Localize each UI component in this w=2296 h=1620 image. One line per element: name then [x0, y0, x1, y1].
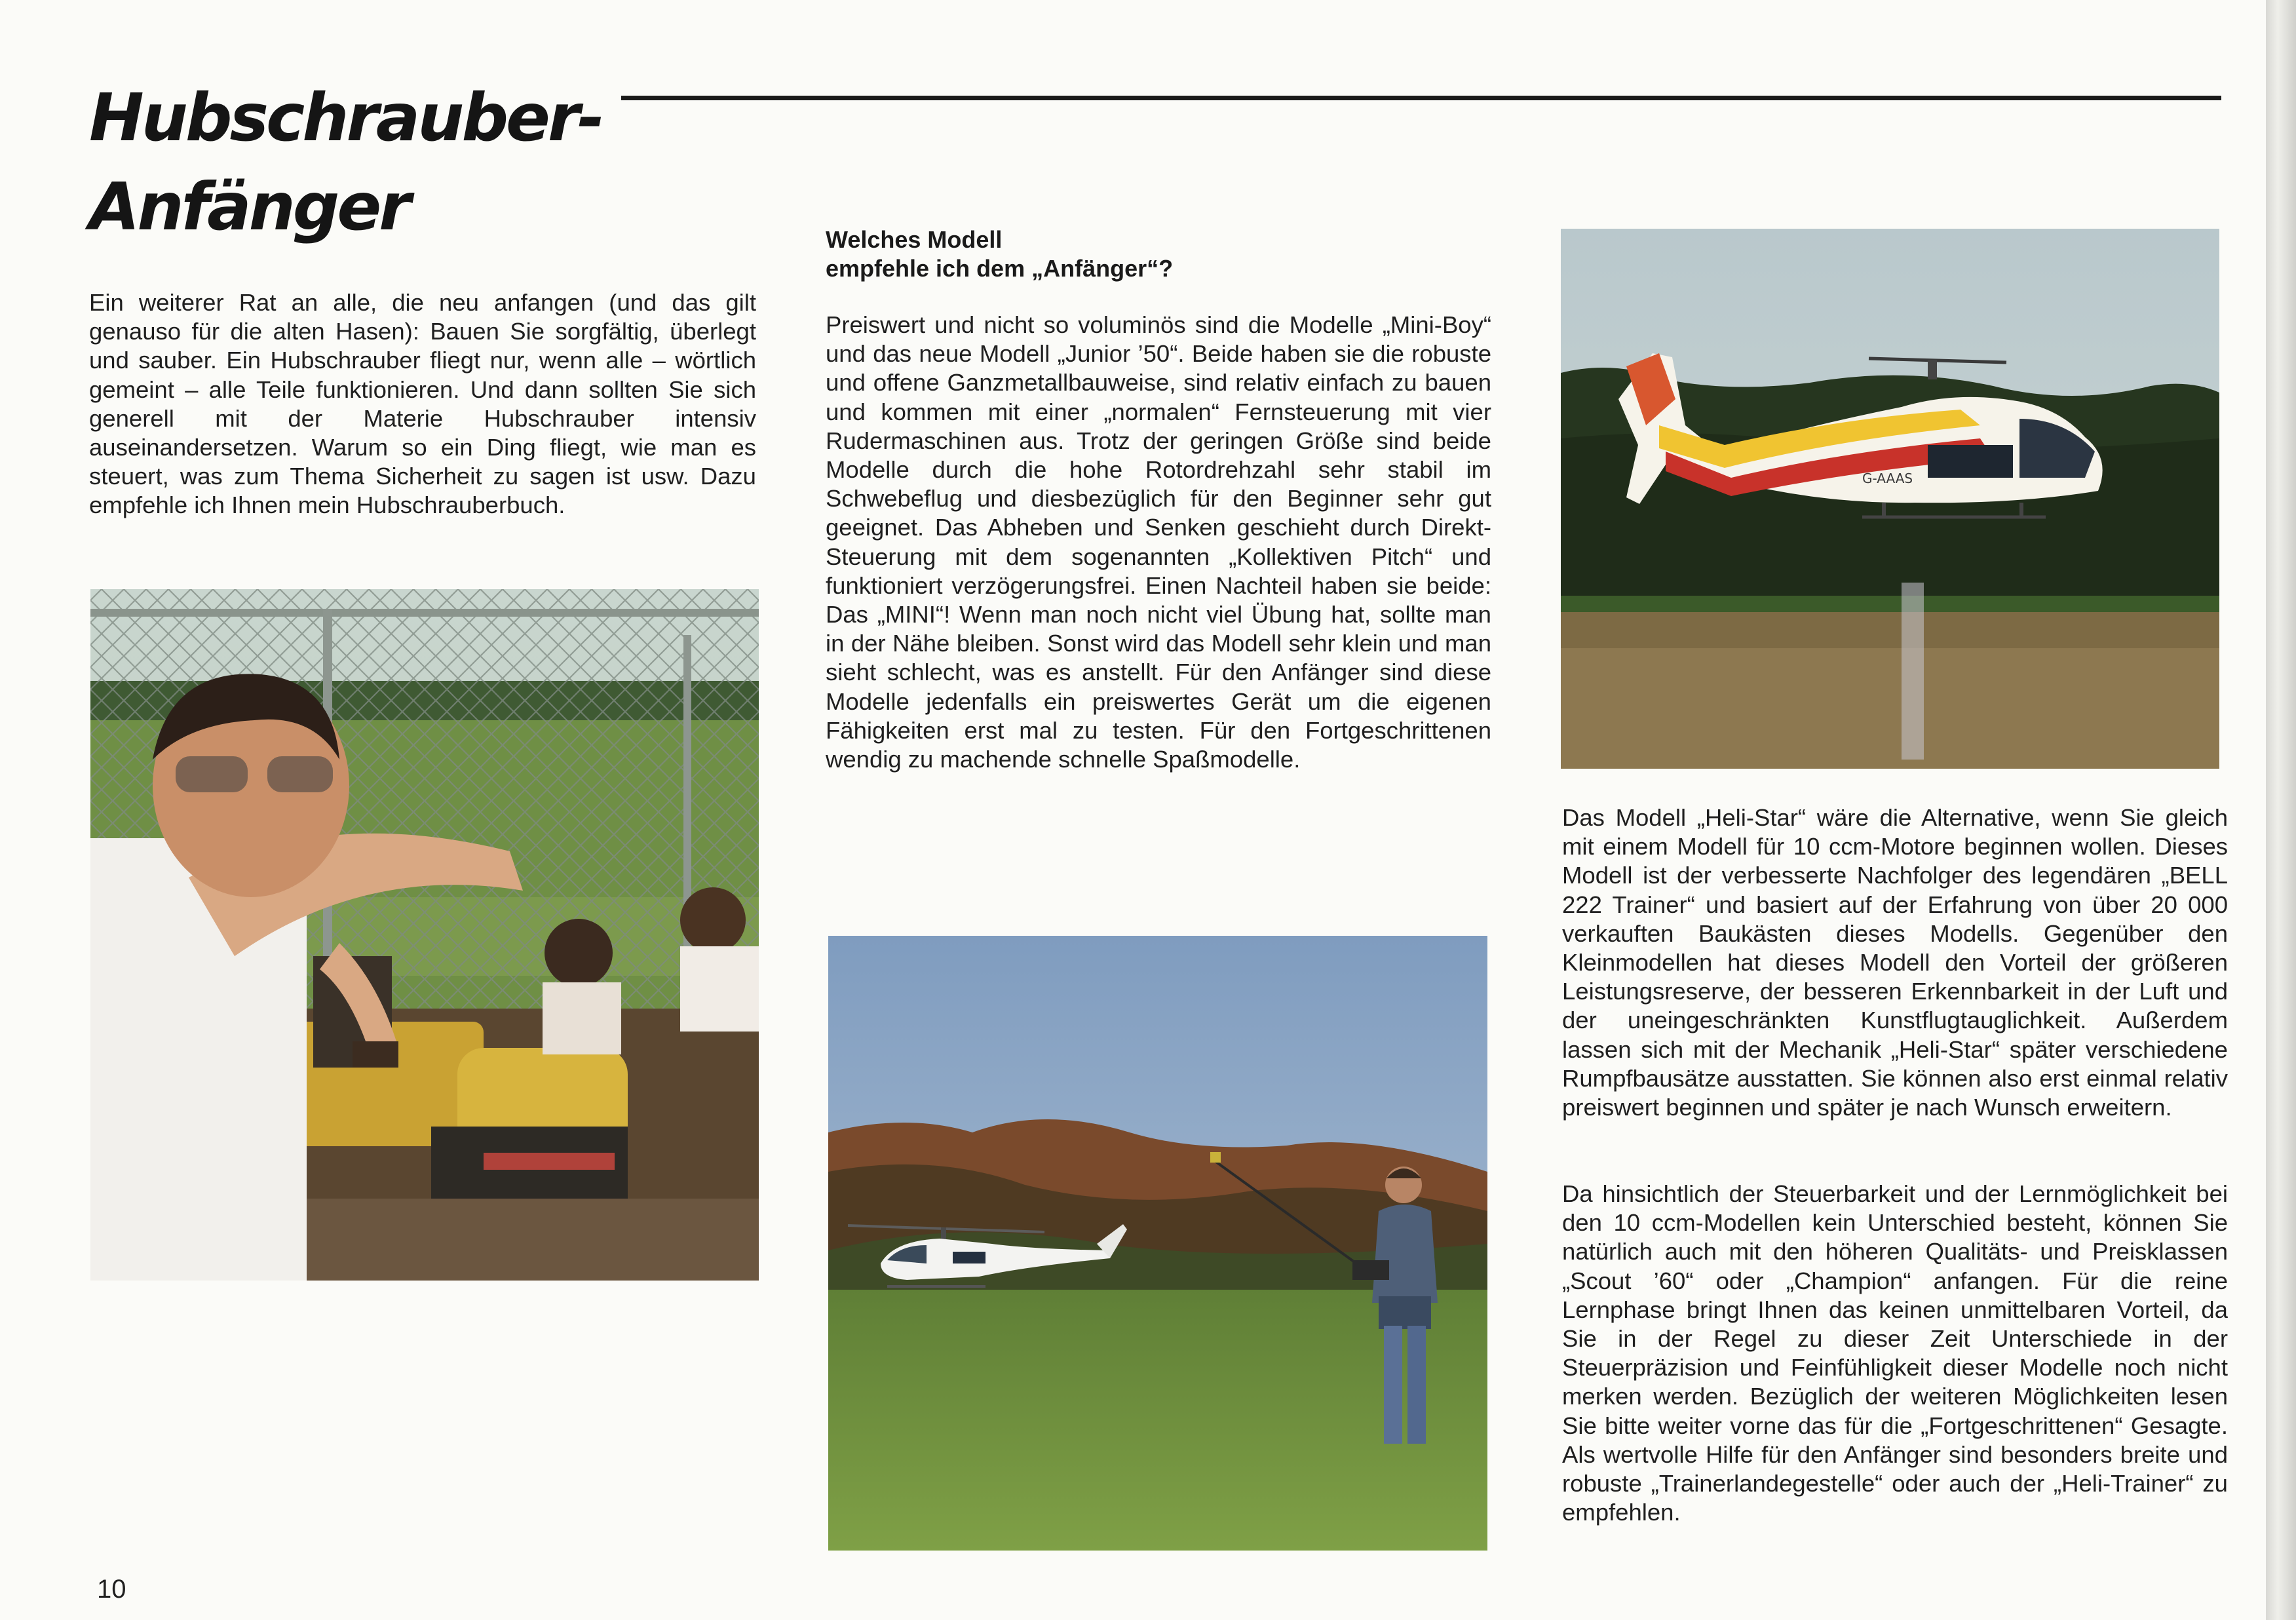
title-line-2: Anfänger [89, 168, 409, 245]
title-rule [621, 96, 2221, 100]
page-title [89, 73, 602, 252]
beginner-model-paragraph: Preiswert und nicht so voluminös sind die Modelle „Mini-Boy“ und das neue Modell „Junior ’50“. Beide haben sie die robuste und offene Ganzmetallbauweise, sind relativ einfach zu bauen und kommen mit einer „normalen“ Fernsteuerung mit vier Rudermaschinen aus. Trotz der geringen Größe sind beide Modelle durch die hohe Rotordrehzahl sehr stabil im Schwebeflug und diesbezüglich für den Beginner sehr gut geeignet. Das Abheben und Senken geschieht durch Direkt-Steuerung mit dem sogenannten „Kollektiven Pitch“ und funktioniert verzögerungsfrei. Einen Nachteil haben sie beide: Das „MINI“! Wenn man noch nicht viel Übung hat, sollte man in der Nähe bleiben. Sonst wird das Modell sehr klein und man sieht schlecht, was es anstellt. Für den Anfänger sind diese Modelle jedenfalls ein preiswertes Gerät um die eigenen Fähigkeiten erst mal zu testen. Für den Fortgeschrittenen wendig zu machende schnelle Spaßmodelle. [826, 311, 1491, 773]
workbench-photo [90, 589, 759, 1281]
registration-mark: G-AAAS [1862, 471, 1913, 486]
section-subheading [826, 225, 1491, 283]
subheading-line-2: empfehle ich dem „Anfänger“? [826, 255, 1174, 282]
advanced-models-paragraph: Da hinsichtlich der Steuerbarkeit und der Lernmöglichkeit bei den 10 ccm-Modellen kein Unterschied besteht, können Sie natürlich auch mit den höheren Qualitäts- und Preisklassen „Scout ’60“ oder „Champion“ anfangen. Für die reine Lernphase bringt Ihnen das keinen unmittelbaren Vorteil, da Sie in der Regel zu dieser Zeit Unterschiede in der Steuerpräzision und Feinfühligkeit dieser Modelle noch nicht merken werden. Bezüglich der weiteren Möglichkeiten lesen Sie bitte weiter vorne das für die „Fortgeschrittenen“ Gesagte. Als wertvolle Hilfe für den Anfänger sind besonders breite und robuste „Trainerlandegestelle“ oder auch der „Heli-Trainer“ zu empfehlen. [1562, 1180, 2228, 1526]
subheading-line-1: Welches Modell [826, 226, 1003, 253]
title-line-1: Hubschrauber- [89, 79, 602, 156]
hovering-helicopter-photo [1561, 229, 2219, 769]
page-edge [2266, 0, 2296, 1620]
page-number: 10 [97, 1575, 126, 1604]
intro-paragraph: Ein weiterer Rat an alle, die neu anfangen (und das gilt genauso für die alten Hasen): Bauen Sie sorgfältig, überlegt und sauber. Ein Hubschrauber fliegt nur, wenn alle – wörtlich gemeint – alle Teile funktionieren. Und dann sollten Sie sich generell mit der Materie Hubschrauber intensiv auseinandersetzen. Warum so ein Ding fliegt, wie man es steuert, was zum Thema Sicherheit zu sagen ist usw. Dazu empfehle ich Ihnen mein Hubschrauberbuch. [89, 289, 756, 519]
heli-star-paragraph: Das Modell „Heli-Star“ wäre die Alternative, wenn Sie gleich mit einem Modell für 10 ccm-Motore beginnen wollen. Dieses Modell ist der verbesserte Nachfolger des legendären „BELL 222 Trainer“ und basiert auf der Erfahrung von über 20 000 verkauften Baukästen dieses Modells. Gegenüber den Kleinmodellen hat dieses Modell den Vorteil der größeren Leistungsreserve, der besseren Erkennbarkeit in der Luft und der uneingeschränkten Kunstflugtauglichkeit. Außerdem lassen sich mit der Mechanik „Heli-Star“ später verschiedene Rumpfbausätze ausstatten. Sie können also erst einmal relativ preiswert beginnen und später je nach Wunsch erweitern. [1562, 804, 2228, 1121]
field-flight-photo [828, 936, 1487, 1551]
